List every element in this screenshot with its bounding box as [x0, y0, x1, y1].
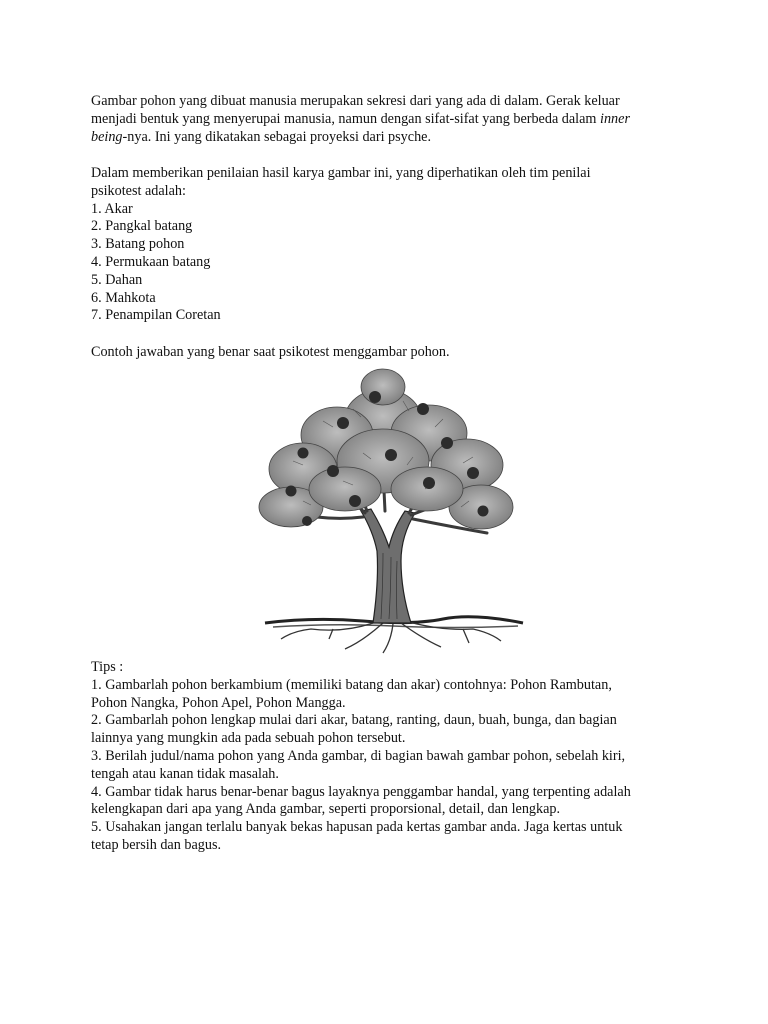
text-segment: menjadi bentuk yang menyerupai manusia, namun dengan sifat-sifat yang berbeda dalam [91, 110, 601, 127]
list-item: 2. Pangkal batang [91, 218, 193, 235]
tips-section [91, 659, 711, 855]
list-item: 7. Penampilan Coretan [91, 307, 221, 324]
text-line [91, 129, 701, 147]
italic-term: being [91, 128, 123, 145]
text-line: 4. Gambar tidak harus benar-benar bagus layaknya penggambar handal, yang terpenting adalah [91, 783, 631, 800]
list-item: 5. Dahan [91, 271, 143, 288]
example-caption [91, 344, 701, 362]
list-item: 6. Mahkota [91, 289, 156, 306]
tree-illustration-icon [233, 361, 537, 659]
tree-illustration-figure [233, 361, 537, 659]
assessment-list [91, 201, 701, 326]
intro-paragraph [91, 93, 701, 146]
text-line: Gambar pohon yang dibuat manusia merupakan sekresi dari yang ada di dalam. Gerak keluar [91, 93, 620, 109]
list-item: 4. Permukaan batang [91, 253, 211, 270]
text-line: 1. Gambarlah pohon berkambium (memiliki batang dan akar) contohnya: Pohon Rambutan, [91, 676, 612, 693]
text-line: Pohon Nangka, Pohon Apel, Pohon Mangga. [91, 694, 346, 711]
text-line: lainnya yang mungkin ada pada sebuah pohon tersebut. [91, 730, 406, 747]
list-item [91, 784, 711, 820]
text-line: 2. Gambarlah pohon lengkap mulai dari akar, batang, ranting, daun, buah, bunga, dan bagian [91, 712, 617, 729]
text-line: Dalam memberikan penilaian hasil karya gambar ini, yang diperhatikan oleh tim penilai [91, 165, 591, 181]
tips-list [91, 677, 711, 855]
list-item [91, 748, 711, 784]
list-item [91, 677, 711, 713]
list-item [91, 712, 711, 748]
text-line: 3. Berilah judul/nama pohon yang Anda gambar, di bagian bawah gambar pohon, sebelah kiri, [91, 747, 626, 764]
text-line: psikotest adalah: [91, 182, 186, 199]
list-item: 3. Batang pohon [91, 236, 185, 253]
italic-term: inner [600, 110, 630, 127]
text-line: 5. Usahakan jangan terlalu banyak bekas hapusan pada kertas gambar anda. Jaga kertas untuk [91, 819, 623, 836]
text-line: tengah atau kanan tidak masalah. [91, 765, 279, 782]
text-line: kelengkapan dari apa yang Anda gambar, seperti proporsional, detail, dan lengkap. [91, 801, 561, 818]
assessment-section [91, 165, 701, 325]
text-line: Contoh jawaban yang benar saat psikotest menggambar pohon. [91, 344, 450, 360]
tree-trunk [361, 509, 415, 623]
tips-heading: Tips : [91, 659, 124, 675]
list-item: 1. Akar [91, 200, 133, 217]
text-line [91, 111, 701, 129]
list-item [91, 819, 711, 855]
text-line: tetap bersih dan bagus. [91, 836, 222, 853]
text-segment: -nya. Ini yang dikatakan sebagai proyeksi dari psyche. [122, 128, 432, 145]
